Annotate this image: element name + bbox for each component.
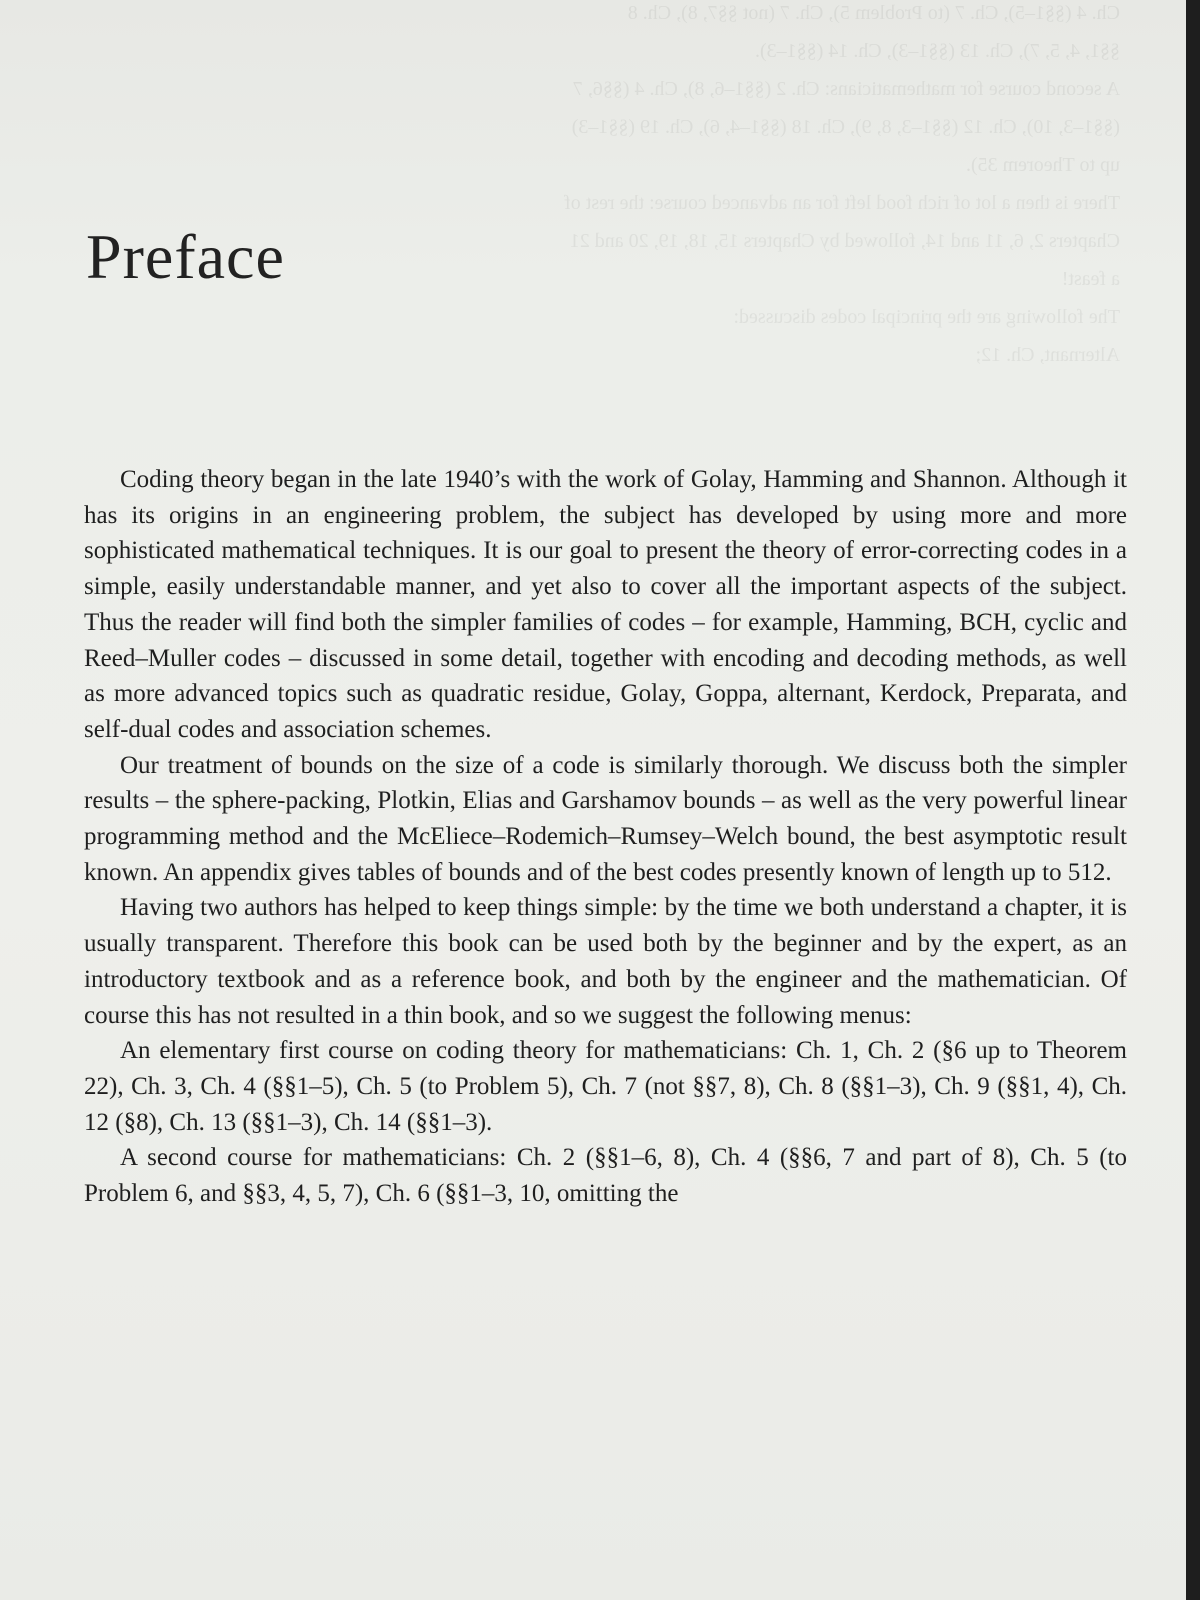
paragraph-bounds: Our treatment of bounds on the size of a code is similarly thorough. We discuss both the simpler results – the sphere-packing, Plotkin, Elias and Garshamov bounds – as well as the very powerful linear programming method and the McEliece–Rodemich–Rumsey–Welch bound, the best asymptotic result known. An appendix gives tables of bounds and of the best codes presently known of length up to 512. [84,751,1127,886]
bleed-line: Chapters 2, 6, 11 and 14, followed by Chapters 15, 18, 19, 20 and 21 [569,230,1120,252]
bleed-line: (§§1–3, 10), Ch. 12 (§§1–3, 8, 9), Ch. 18 (§§1–4, 6), Ch. 19 (§§1–3) [571,116,1120,138]
paragraph-origins: Coding theory began in the late 1940’s with the work of Golay, Hamming and Shannon. Although it has its origins in an engineering problem, the subject has developed by using more and more sophisticated mathematical techniques. It is our goal to present the theory of error-correcting codes in a simple, easily understandable manner, and yet also to cover all the important aspects of the subject. Thus the reader will find both the simpler families of codes – for example, Hamming, BCH, cyclic and Reed–Muller codes – discussed in some detail, together with encoding and decoding methods, as well as more advanced topics such as quadratic residue, Golay, Goppa, alternant, Kerdock, Preparata, and self-dual codes and association schemes. [84,466,1127,743]
page-edge-shadow [1186,0,1200,1600]
bleed-line: There is then a lot of rich food left for an advanced course: the rest of [564,192,1120,214]
bleed-line: The following are the principal codes discussed: [733,306,1120,328]
bleed-line: §§1, 4, 5, 7), Ch. 13 (§§1–3), Ch. 14 (§§1–3). [755,40,1120,62]
bleed-line: A second course for mathematicians: Ch. 2 (§§1–6, 8), Ch. 4 (§§6, 7 [572,78,1120,100]
page-title: Preface [86,221,285,292]
paragraph-second-course: A second course for mathematicians: Ch. 2 (§§1–6, 8), Ch. 4 (§§6, 7 and part of 8), Ch. 5 (to Problem 6, and §§3, 4, 5, 7), Ch. 6 (§§1–3, 10, omitting the [84,1144,1127,1208]
bleed-line: Ch. 4 (§§1–5), Ch. 7 (to Problem 5), Ch. 7 (not §§7, 8), Ch. 8 [627,2,1120,24]
bleed-line: up to Theorem 35). [965,154,1120,176]
bleed-line: a feast! [1061,268,1120,290]
paragraph-authors: Having two authors has helped to keep things simple: by the time we both understand a chapter, it is usually transparent. Therefore this book can be used both by the beginner and by the expert, as an introductory textbook and as a reference book, and both by the engineer and the mathematician. Of course this has not resulted in a thin book, and so we suggest the following menus: [84,894,1127,1029]
paragraph-first-course: An elementary first course on coding theory for mathematicians: Ch. 1, Ch. 2 (§6 up to Theorem 22), Ch. 3, Ch. 4 (§§1–5), Ch. 5 (to Problem 5), Ch. 7 (not §§7, 8), Ch. 8 (§§1–3), Ch. 9 (§§1, 4), Ch. 12 (§8), Ch. 13 (§§1–3), Ch. 14 (§§1–3). [84,1037,1127,1136]
bleed-line: Alternant, Ch. 12; [975,344,1120,366]
preface-body [84,462,1127,1212]
